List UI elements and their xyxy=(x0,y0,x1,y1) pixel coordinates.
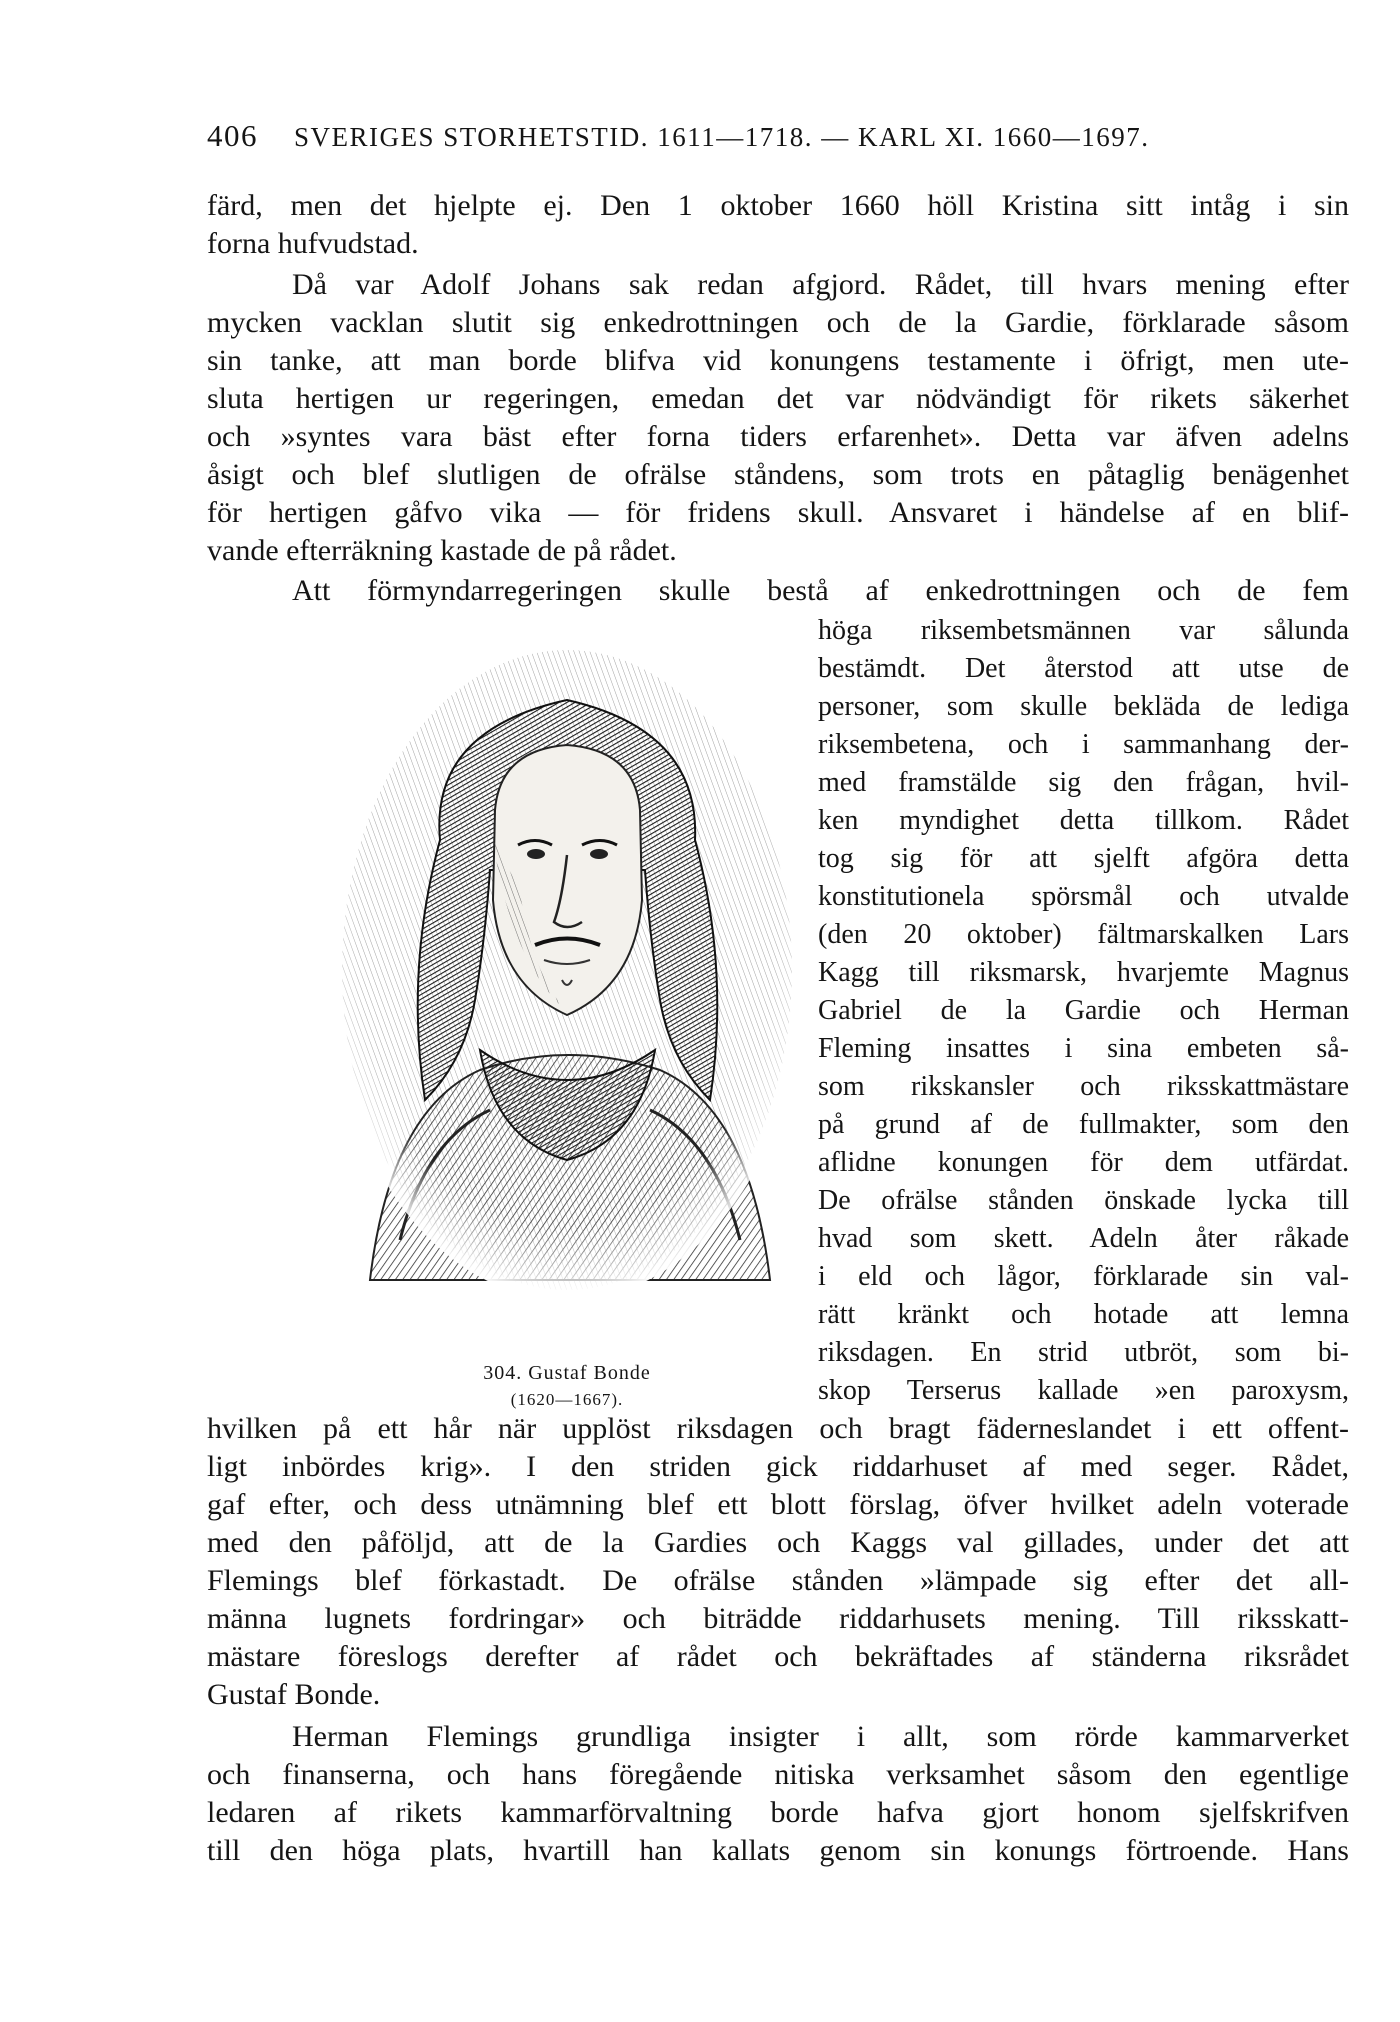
text-line: hvilken på ett hår när upplöst riksdagen och bragt fäderneslandet i ett offent- xyxy=(207,1412,1349,1445)
text-line: höga riksembetsmännen var sålunda xyxy=(818,615,1349,646)
text-line: riksembetena, och i sammanhang der- xyxy=(818,729,1349,760)
text-line: på grund af de fullmakter, som den xyxy=(818,1109,1349,1140)
text-line: männa lugnets fordringar» och biträdde riddarhusets mening. Till riksskatt- xyxy=(207,1602,1349,1635)
text-line: i eld och lågor, förklarade sin val- xyxy=(818,1261,1349,1292)
text-line: aflidne konungen för dem utfärdat. xyxy=(818,1147,1349,1178)
text-line: personer, som skulle bekläda de lediga xyxy=(818,691,1349,722)
text-line: Gabriel de la Gardie och Herman xyxy=(818,995,1349,1026)
text-line: De ofrälse stånden önskade lycka till xyxy=(818,1185,1349,1216)
text-line: riksdagen. En strid utbröt, som bi- xyxy=(818,1337,1349,1368)
text-line: sluta hertigen ur regeringen, emedan det var nödvändigt för rikets säkerhet xyxy=(207,382,1349,415)
text-line: Gustaf Bonde. xyxy=(207,1678,381,1711)
text-line: mästare föreslogs derefter af rådet och bekräftades af ständerna riksrådet xyxy=(207,1640,1349,1673)
text-line: sin tanke, att man borde blifva vid konungens testamente i öfrigt, men ute- xyxy=(207,344,1349,377)
running-title: SVERIGES STORHETSTID. 1611—1718. — KARL XI. 1660—1697. xyxy=(294,122,1150,152)
text-line: tog sig för att sjelft afgöra detta xyxy=(818,843,1349,874)
text-line: rätt kränkt och hotade att lemna xyxy=(818,1299,1349,1330)
text-line: med den påföljd, att de la Gardies och Kaggs val gillades, under det att xyxy=(207,1526,1349,1559)
text-line: ken myndighet detta tillkom. Rådet xyxy=(818,805,1349,836)
text-line: och »syntes vara bäst efter forna tiders erfarenhet». Detta var äfven adelns xyxy=(207,420,1349,453)
text-line: för hertigen gåfvo vika — för fridens skull. Ansvaret i händelse af en blif- xyxy=(207,496,1349,529)
text-line: konstitutionela spörsmål och utvalde xyxy=(818,881,1349,912)
text-line: Fleming insattes i sina embeten så- xyxy=(818,1033,1349,1064)
text-line: Att förmyndarregeringen skulle bestå af enkedrottningen och de fem xyxy=(292,574,1349,607)
text-line: Kagg till riksmarsk, hvarjemte Magnus xyxy=(818,957,1349,988)
page-number: 406 xyxy=(207,118,258,153)
text-line: ledaren af rikets kammarförvaltning borde hafva gjort honom sjelfskrifven xyxy=(207,1796,1349,1829)
text-line: åsigt och blef slutligen de ofrälse ståndens, som trots en påtaglig benägenhet xyxy=(207,458,1349,491)
figure-caption: 304. Gustaf Bonde xyxy=(483,1362,651,1384)
text-line: till den höga plats, hvartill han kallats genom sin konungs förtroende. Hans xyxy=(207,1834,1349,1867)
running-header xyxy=(207,118,1242,158)
text-line: forna hufvudstad. xyxy=(207,227,419,260)
text-line: Då var Adolf Johans sak redan afgjord. Rådet, till hvars mening efter xyxy=(292,268,1349,301)
text-line: vande efterräkning kastade de på rådet. xyxy=(207,534,677,567)
text-line: med framstälde sig den frågan, hvil- xyxy=(818,767,1349,798)
text-line: som rikskansler och riksskattmästare xyxy=(818,1071,1349,1102)
text-line: gaf efter, och dess utnämning blef ett blott förslag, öfver hvilket adeln voterade xyxy=(207,1488,1349,1521)
text-line: (den 20 oktober) fältmarskalken Lars xyxy=(818,919,1349,950)
figure-caption-dates: (1620—1667). xyxy=(510,1390,624,1409)
text-line: skop Terserus kallade »en paroxysm, xyxy=(818,1375,1349,1406)
text-line: och finanserna, och hans föregående nitiska verksamhet såsom den egentlige xyxy=(207,1758,1349,1791)
portrait-engraving xyxy=(330,640,804,1352)
text-line: färd, men det hjelpte ej. Den 1 oktober 1660 höll Kristina sitt intåg i sin xyxy=(207,189,1349,222)
text-line: mycken vacklan slutit sig enkedrottningen och de la Gardie, förklarade såsom xyxy=(207,306,1349,339)
text-line: bestämdt. Det återstod att utse de xyxy=(818,653,1349,684)
text-line: Herman Flemings grundliga insigter i allt, som rörde kammarverket xyxy=(292,1720,1349,1753)
text-line: ligt inbördes krig». I den striden gick riddarhuset af med seger. Rådet, xyxy=(207,1450,1349,1483)
text-line: hvad som skett. Adeln åter råkade xyxy=(818,1223,1349,1254)
text-line: Flemings blef förkastadt. De ofrälse stånden »lämpade sig efter det all- xyxy=(207,1564,1349,1597)
